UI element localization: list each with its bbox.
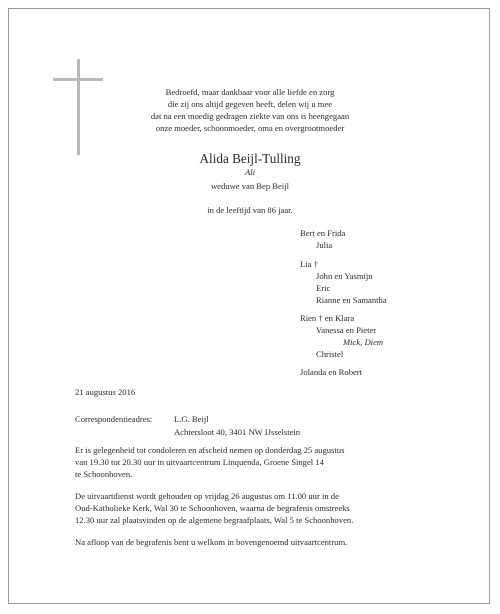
correspondence-name: L.G. Beijl — [174, 414, 209, 424]
intro-line-4: onze moeder, schoonmoeder, oma en overgrootmoeder — [155, 123, 345, 133]
family-rien-klara: Rien † en Klara — [300, 313, 355, 323]
service-line-2: Oud-Katholieke Kerk, Wal 30 te Schoonhoven, waarna de begrafenis omstreeks — [75, 503, 350, 513]
condolence-line-2: van 19.30 tot 20.30 uur in uitvaartcentrum Linquenda, Groene Singel 14 — [75, 457, 324, 467]
service-line-3: 12.30 uur zal plaatsvinden op de algemene begraafplaats, Wal 5 te Schoonhoven. — [75, 515, 354, 525]
intro-line-3: dat na een moedig gedragen ziekte van ons is heengegaan — [150, 111, 350, 121]
family-bert-frida: Bert en Frida — [300, 228, 346, 238]
age-line: in de leeftijd van 86 jaar. — [207, 205, 293, 215]
closing-line: Na afloop van de begrafenis bent u welkom in bovengenoemd uitvaartcentrum. — [75, 537, 348, 547]
family-mick-diem: Mick, Diem — [343, 337, 384, 347]
correspondence-label: Correspondentieadres: — [75, 414, 153, 424]
family-jolanda-robert: Jolanda en Robert — [300, 367, 363, 377]
family-rianne-samantha: Rianne en Samantha — [316, 295, 387, 305]
deceased-nickname: Ali — [244, 167, 256, 177]
service-line-1: De uitvaartdienst wordt gehouden op vrijdag 26 augustus om 11.00 uur in de — [75, 491, 339, 501]
intro-line-2: die zij ons altijd gegeven heeft, delen wij u mee — [167, 99, 333, 109]
family-john-yasmijn: John en Yasmijn — [316, 271, 373, 281]
widow-of: weduwe van Bep Beijl — [210, 181, 290, 191]
deceased-name: Alida Beijl-Tulling — [199, 151, 301, 166]
date-line: 21 augustus 2016 — [75, 387, 136, 397]
correspondence-address: Achtersloot 40, 3401 NW IJsselstein — [174, 427, 301, 437]
condolence-line-3: te Schoonhoven. — [75, 469, 133, 479]
intro-line-1: Bedroefd, maar dankbaar voor alle liefde en zorg — [165, 87, 335, 97]
family-eric: Eric — [316, 283, 331, 293]
family-vanessa-pieter: Vanessa en Pieter — [316, 325, 377, 335]
condolence-line-1: Er is gelegenheid tot condoleren en afscheid nemen op donderdag 25 augustus — [75, 445, 345, 455]
family-christel: Christel — [316, 349, 344, 359]
family-julia: Julia — [316, 240, 333, 250]
family-lia: Lia † — [300, 259, 318, 269]
